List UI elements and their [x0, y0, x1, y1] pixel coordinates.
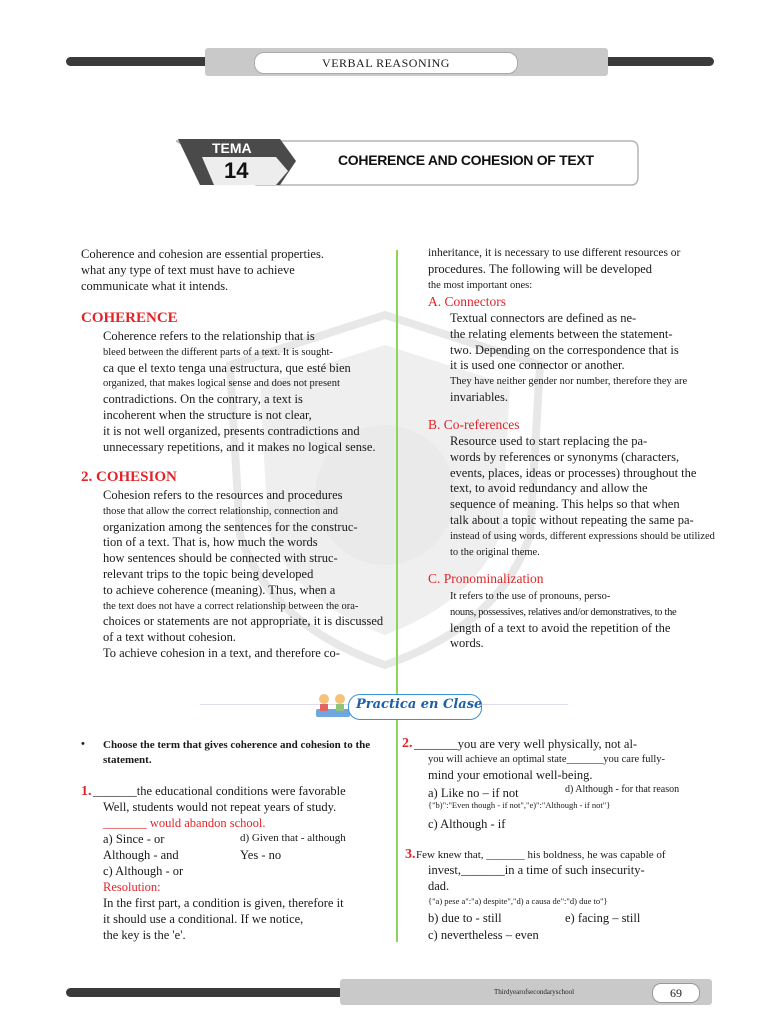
text-line: tion of a text. That is, how much the words [103, 535, 318, 550]
text-line: inheritance, it is necessary to use different resources or [428, 247, 681, 259]
text-line: of a text without cohesion. [103, 630, 236, 645]
text-line: Textual connectors are defined as ne- [450, 311, 637, 325]
text-line: relevant trips to the topic being developed [103, 566, 314, 581]
text-line: it is used one connector or another. [450, 358, 625, 373]
option-be: {"b)":"Even though - if not","e)":"Although - if not"} [428, 800, 611, 810]
right-intro [428, 246, 728, 293]
intro-line: what any type of text must have to achieve [81, 262, 295, 277]
text-line: Coherence refers to the relationship that is [103, 329, 315, 343]
text-line: length of a text to avoid the repetition of the [450, 620, 671, 635]
option-e: Yes - no [240, 848, 282, 862]
coreferences-heading: B. Co-references [428, 417, 520, 432]
option-d: d) Given that - although [240, 832, 346, 844]
text-line: those that allow the correct relationship, connection and [103, 505, 339, 517]
option-c: c) Although - if [428, 817, 506, 831]
text-line: choices or statements are not appropriate, it is discussed [103, 614, 384, 629]
tema-label: TEMA [212, 140, 252, 156]
intro-line: communicate what it intends. [81, 278, 229, 293]
text-line: unnecessary repetitions, and it makes no logical sense. [103, 439, 376, 454]
option-a: a) Like no – if not [428, 786, 519, 800]
cohesion-body [103, 488, 393, 662]
coherence-body [103, 329, 403, 455]
question-line: _______ would abandon school. [103, 815, 266, 830]
text-line: contradictions. On the contrary, a text is [103, 392, 303, 407]
text-line: two. Depending on the correspondence that is [450, 342, 679, 357]
question-line: _______you are very well physically, not al- [414, 737, 638, 751]
text-line: it is not well organized, presents contradictions and [103, 423, 360, 438]
text-line: to the original theme. [450, 546, 540, 558]
left-column [81, 247, 391, 294]
text-line: To achieve cohesion in a text, and therefore co- [103, 645, 340, 660]
text-line: It refers to the use of pronouns, perso- [450, 591, 611, 602]
option-c: c) nevertheless – even [428, 928, 539, 942]
text-line: the key is the 'e'. [103, 927, 186, 942]
question-2 [414, 737, 734, 753]
option-a: a) Since - or [103, 832, 165, 846]
text-line: the text does not have a correct relationship between the ora- [103, 600, 359, 612]
question-number: 3. [405, 847, 416, 862]
option-d: d) Although - for that reason [565, 784, 680, 795]
question-line: Few knew that, _______ his boldness, he was capable of [416, 849, 666, 861]
option-b: Although - and [103, 848, 179, 862]
cohesion-heading: 2. COHESION [81, 469, 177, 485]
text-line: procedures. The following will be developed [428, 261, 653, 276]
question-number: 1. [81, 784, 92, 799]
coherence-heading: COHERENCE [81, 310, 178, 326]
text-line: the most important ones: [428, 279, 533, 291]
text-line: the relating elements between the statement- [450, 326, 673, 341]
text-line: sequence of meaning. This helps so that when [450, 497, 680, 512]
question-line: dad. [428, 878, 450, 893]
text-line: ca que el texto tenga una estructura, que esté bien [103, 360, 351, 375]
text-line: to achieve coherence (meaning). Thus, when a [103, 582, 336, 597]
question-3-cont [428, 863, 728, 895]
text-line: organization among the sentences for the construc- [103, 519, 358, 534]
option-c: c) Although - or [103, 864, 184, 878]
text-line: words. [450, 636, 484, 651]
pronominalization-heading: C. Pronominalization [428, 571, 544, 586]
footer-label: Thirdyearofsecondaryschool [494, 988, 575, 996]
connectors-body [450, 311, 730, 406]
text-line: bleed between the different parts of a text. It is sought- [103, 346, 333, 358]
page-title: COHERENCE AND COHESION OF TEXT [338, 152, 594, 168]
resolution-label: Resolution: [103, 880, 161, 894]
resolution-text [103, 896, 393, 943]
tema-number: 14 [224, 158, 249, 183]
text-line: talk about a topic without repeating the same pa- [450, 512, 694, 527]
question-line: you will achieve an optimal state_______you care fully- [428, 754, 666, 765]
text-line: incoherent when the structure is not clear, [103, 407, 312, 422]
connectors-heading: A. Connectors [428, 294, 506, 309]
text-line: nouns, possessives, relatives and/or demonstratives, to the [450, 606, 677, 618]
question-line: invest,_______in a time of such insecurity- [428, 863, 645, 877]
kids-icon [314, 689, 352, 719]
text-line: text, to avoid redundancy and allow the [450, 481, 648, 496]
instruction-bullet: • [81, 738, 85, 750]
text-line: Cohesion refers to the resources and procedures [103, 488, 343, 502]
text-line: They have neither gender nor number, therefore they are [450, 376, 688, 388]
question-number: 2. [402, 736, 413, 751]
page-number: 69 [652, 983, 700, 1003]
option-e: e) facing – still [565, 911, 641, 925]
text-line: events, places, ideas or processes) throughout the [450, 465, 697, 480]
question-line: Well, students would not repeat years of study. [103, 799, 337, 814]
pronominalization-body [450, 589, 740, 652]
question-2-cont [428, 752, 728, 784]
text-line: how sentences should be connected with struc- [103, 551, 338, 566]
instruction-text: Choose the term that gives coherence and cohesion to the statement. [103, 739, 371, 766]
option-b: b) due to - still [428, 911, 502, 925]
practice-label: Practica en Clase [356, 697, 483, 712]
text-line: words by references or synonyms (characters, [450, 449, 680, 464]
coreferences-body [450, 434, 740, 560]
option-ad: {"a) pese a":"a) despite","d) a causa de":"d) due to"} [428, 896, 608, 906]
question-line: mind your emotional well-being. [428, 767, 593, 782]
text-line: it should use a conditional. If we notice, [103, 911, 304, 926]
header-title: VERBAL REASONING [254, 52, 518, 74]
text-line: instead of using words, different expressions should be utilized [450, 530, 715, 542]
text-line: organized, that makes logical sense and does not present [103, 378, 340, 390]
text-line: In the first part, a condition is given, therefore it [103, 896, 344, 910]
text-line: Resource used to start replacing the pa- [450, 434, 648, 448]
text-line: invariables. [450, 389, 508, 404]
question-1 [93, 784, 393, 831]
intro-line: Coherence and cohesion are essential properties. [81, 247, 324, 261]
question-line: _______the educational conditions were favorable [93, 784, 346, 798]
